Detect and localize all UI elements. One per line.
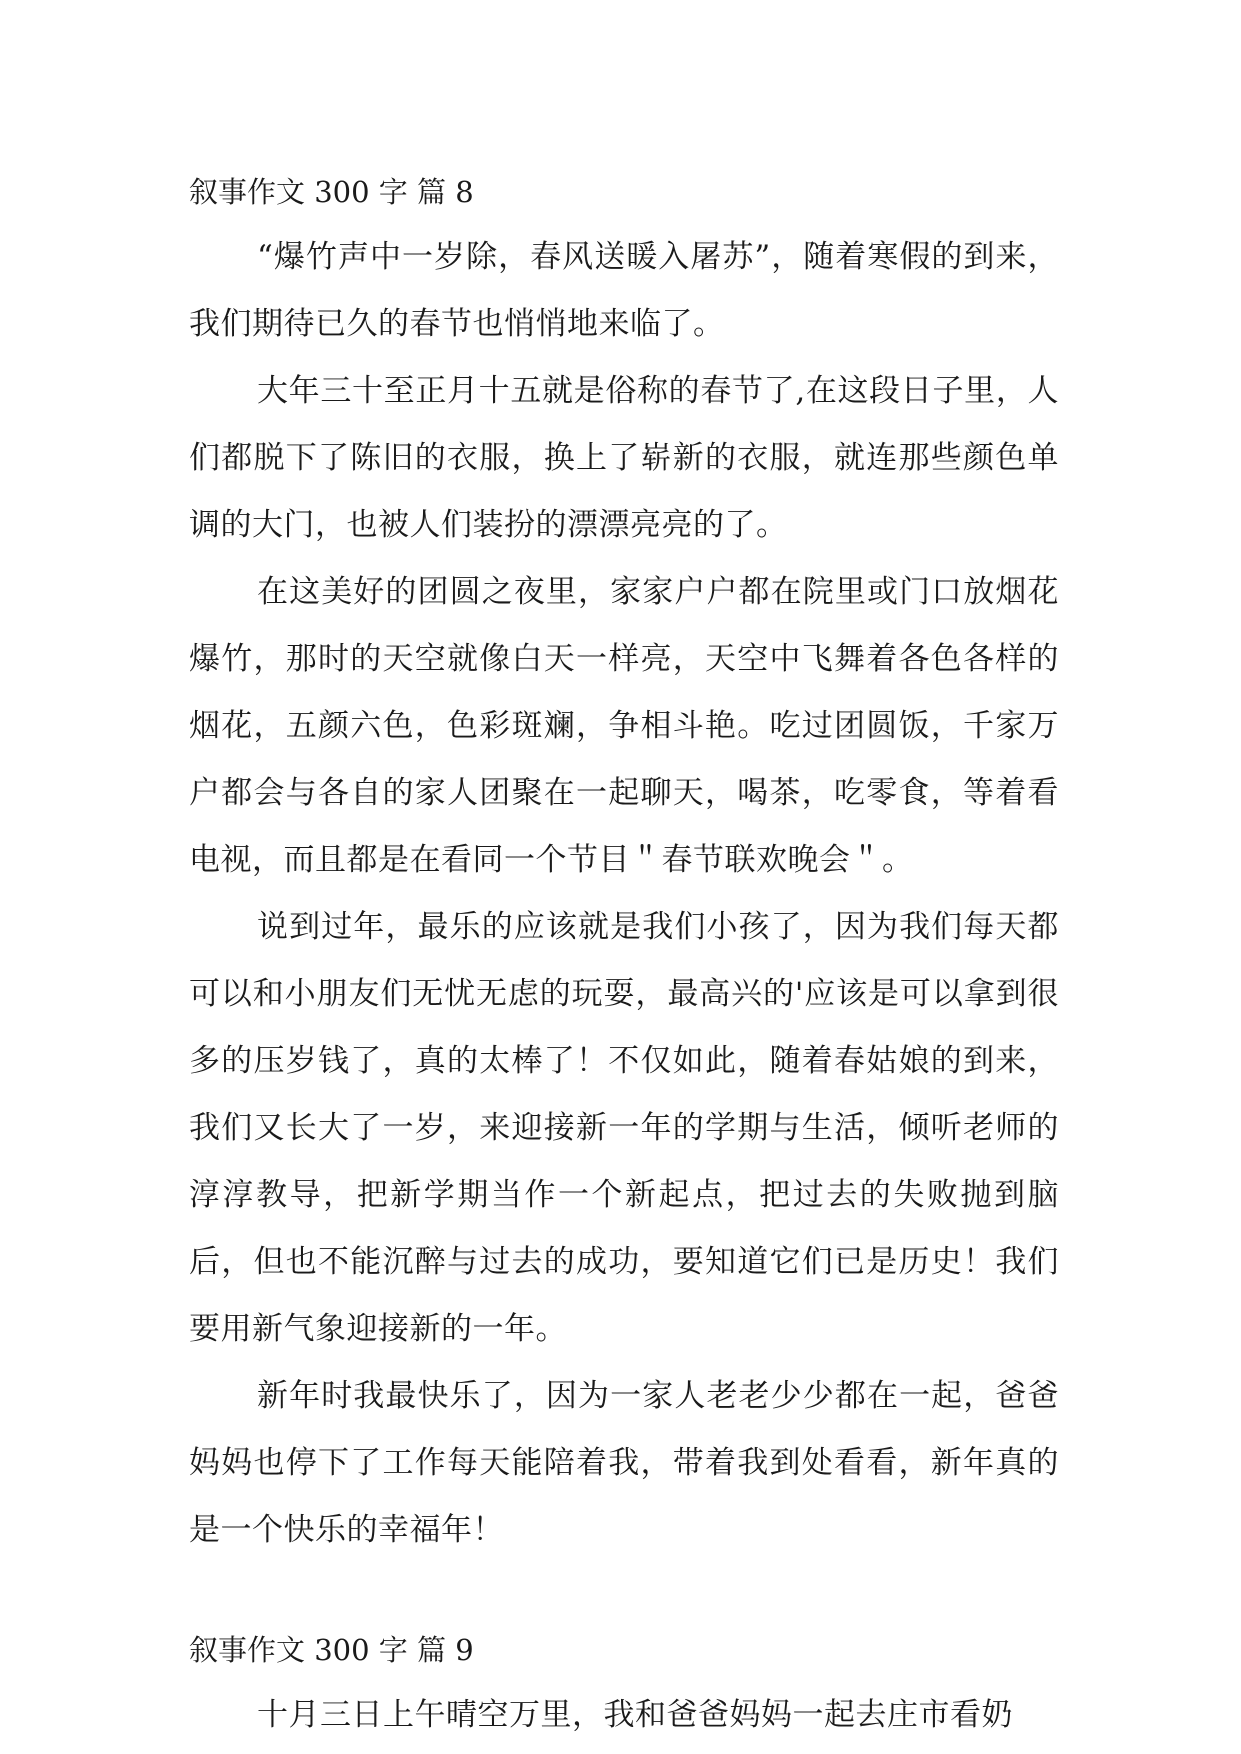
paragraph: 十月三日上午晴空万里，我和爸爸妈妈一起去庄市看奶 bbox=[257, 1697, 1013, 1733]
section-heading: 叙事作文 300 字 篇 9 bbox=[189, 1633, 474, 1667]
paragraph: 大年三十至正月十五就是俗称的春节了,在这段日子里，人们都脱下了陈旧的衣服，换上了崭新的衣服，就连那些颜色单调的大门，也被人们装扮的漂漂亮亮的了。 bbox=[189, 373, 1059, 543]
paragraph: 在这美好的团圆之夜里，家家户户都在院里或门口放烟花爆竹，那时的天空就像白天一样亮，天空中飞舞着各色各样的烟花，五颜六色，色彩斑斓，争相斗艳。吃过团圆饭，千家万户都会与各自的家人团聚在一起聊天，喝茶，吃零食，等着看电视，而且都是在看同一个节目＂春节联欢晚会＂。 bbox=[189, 574, 1059, 878]
document-page bbox=[189, 160, 1059, 1749]
paragraph: 新年时我最快乐了，因为一家人老老少少都在一起，爸爸妈妈也停下了工作每天能陪着我，带着我到处看看，新年真的是一个快乐的幸福年！ bbox=[189, 1378, 1059, 1548]
paragraph: 说到过年，最乐的应该就是我们小孩了，因为我们每天都可以和小朋友们无忧无虑的玩耍，最高兴的'应该是可以拿到很多的压岁钱了，真的太棒了！不仅如此，随着春姑娘的到来，我们又长大了一岁，来迎接新一年的学期与生活，倾听老师的淳淳教导，把新学期当作一个新起点，把过去的失败抛到脑后，但也不能沉醉与过去的成功，要知道它们已是历史！我们要用新气象迎接新的一年。 bbox=[189, 909, 1059, 1347]
section-divider-space bbox=[189, 1564, 1059, 1618]
paragraph: “爆竹声中一岁除，春风送暖入屠苏”，随着寒假的到来，我们期待已久的春节也悄悄地来临了。 bbox=[189, 239, 1059, 342]
section-heading: 叙事作文 300 字 篇 8 bbox=[189, 175, 474, 209]
